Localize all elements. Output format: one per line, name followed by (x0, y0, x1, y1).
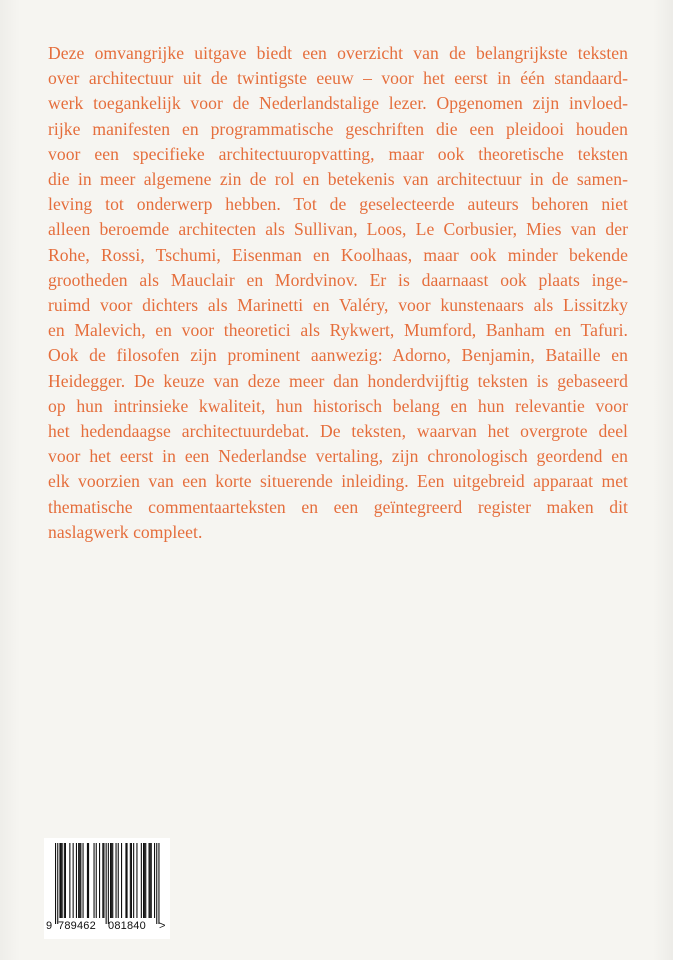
blurb-line: werk toegankelijk voor de Nederlandstalige lezer. Opgenomen zijn invloed- (48, 93, 628, 114)
blurb-line: Heidegger. De keuze van deze meer dan honderdvijftig teksten is gebaseerd (48, 370, 628, 391)
blurb-line: rijke manifesten en programmatische geschriften die een pleidooi houden (48, 118, 628, 139)
barcode-first-digit: 9 (46, 920, 53, 932)
blurb-line: voor een specifieke architectuuropvatting, maar ook theoretische teksten (48, 143, 628, 164)
blurb-line: thematische commentaarteksten en een geïntegreerd register maken dit (48, 496, 628, 517)
blurb-line: alleen beroemde architecten als Sullivan, Loos, Le Corbusier, Mies van der (48, 219, 628, 240)
barcode-digits (44, 838, 170, 939)
blurb-line: naslagwerk compleet. (48, 521, 203, 542)
isbn-barcode (44, 838, 170, 939)
blurb-line: elk voorzien van een korte situerende inleiding. Een uitgebreid apparaat met (48, 471, 628, 492)
barcode-quiet-zone-marker: > (159, 920, 166, 932)
blurb-line: ruimd voor dichters als Marinetti en Valéry, voor kunstenaars als Lissitzky (48, 295, 628, 316)
blurb-line: leving tot onderwerp hebben. Tot de geselecteerde auteurs behoren niet (48, 194, 628, 215)
book-blurb (48, 41, 628, 545)
blurb-line: over architectuur uit de twintigste eeuw – voor het eerst in één standaard- (48, 68, 628, 89)
blurb-line: Rohe, Rossi, Tschumi, Eisenman en Koolhaas, maar ook minder bekende (48, 244, 628, 265)
blurb-line: die in meer algemene zin de rol en betekenis van architectuur in de samen- (48, 169, 628, 190)
blurb-line: en Malevich, en voor theoretici als Rykwert, Mumford, Banham en Tafuri. (48, 320, 628, 341)
blurb-line: Ook de filosofen zijn prominent aanwezig: Adorno, Benjamin, Bataille en (48, 345, 628, 366)
blurb-line: voor het eerst in een Nederlandse vertaling, zijn chronologisch geordend en (48, 446, 628, 467)
blurb-line: op hun intrinsieke kwaliteit, hun historisch belang en hun relevantie voor (48, 395, 628, 416)
barcode-group-left: 789462 (58, 920, 96, 932)
blurb-line: grootheden als Mauclair en Mordvinov. Er is daarnaast ook plaats inge- (48, 269, 628, 290)
blurb-line: het hedendaagse architectuurdebat. De teksten, waarvan het overgrote deel (48, 421, 628, 442)
blurb-line: Deze omvangrijke uitgave biedt een overzicht van de belangrijkste teksten (48, 43, 628, 63)
barcode-group-right: 081840 (108, 920, 146, 932)
